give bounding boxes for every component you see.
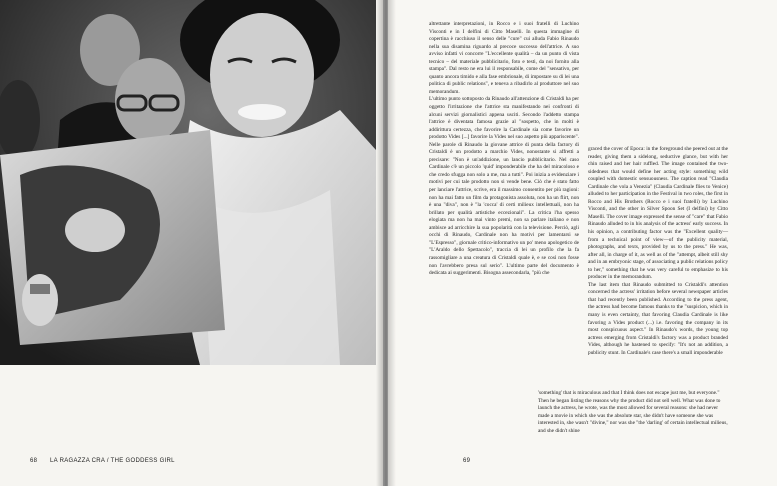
photo-claudia-cardinale <box>0 0 376 365</box>
photo-icon <box>0 0 376 365</box>
italian-paragraph: L'ultimo punto sottoposto da Rinaudo all'attenzione di Cristaldi ha per oggetto l'irritazione che l'attrice sta manifestando nei confronti di alcuni servizi giornalistici appena usciti. Secondo l'addetto stampa l'attrice è diventata famosa grazie al "sospetto, che in molti è addirittura certezza, che favorire la Cardinale sia come favorire un prodotto Vides [...] favorire la Vides nel suo aspetto più appariscente". Nelle parole di Rinaudo la giovane attrice di punta della factory di Cristaldi è un prodotto a marchio Vides, nonostante si affretti a precisare: "Non è un'addizione, un lancio pubblicitario. Nel caso Cardinale c'è un piccolo 'quid' imponderabile che ha del miracoloso e che credo sfugga non solo a me, ma a tutti". Poi inizia a evidenziare i motivi per cui tale prodotto non si vende bene. Ciò che è stato fatto per lanciare l'attrice, scrive, era il massimo consentito per più ragioni: non ha mai fatto un film da protagonista assoluta, non ha un flirt, non è una "diva", non è "la 'cocca' di certi milieux intellettuali, non ha brillato per qualità artistiche eccezionali". La critica l'ha spesso elogiata ma non ha mai vinto premi, non sa parlare italiano e non ambisce ad arricchire la sua popolarità con la televisione. Perciò, agli occhi di Rinaudo, Cardinale non ha motivi per lamentarsi se "L'Espresso", giornale critico-informativo un po' meno apologetico de "L'Araldo dello Spettacolo", traccia di lei un profilo che la fa rassomigliare a una creatura di Cristaldi quale è, e se così non fosse non l'avrebbero presa sul serio". L'ultimo parte del documento è dedicata ai suggerimenti. Bisogna assecondarla, "più che <box>429 96 579 277</box>
folio-number-left: 68 <box>30 458 38 464</box>
italian-paragraph: altrettante interpretazioni, in Rocco e i suoi fratelli di Luchino Visconti e in I delfini di Citto Maselli. In questa immagine di copertina è racchiuso il senso delle "cure" cui alluda Fabio Rinaudo nella sua disamina riguardo al precoce successo dell'attrice. A suo avviso infatti vi concorre "L'eccellente qualità – da un punto di vista tecnico – del materiale pubblicitario, foto e testi, da noi fornito alla stampa". Dal resto ne era lui il responsabile, come del "sensativo, per quanto ancora timido e alla fase embrionale, di impostare su di lei una politica di public relations", e teneva a ribadirlo al produttore nel suo memorandum. <box>429 21 579 95</box>
folio-number-right: 69 <box>463 458 471 464</box>
running-head: LA RAGAZZA CRA / THE GODDESS GIRL <box>50 458 175 464</box>
italian-text-column <box>429 21 579 278</box>
book-gutter <box>376 0 396 486</box>
english-paragraph: The last item that Rinaudo submitted to Cristaldi's attention concerned the actress' irritation before several newspaper articles that had recently been published. According to the press agent, the actress had become famous thanks to the "suspicion, which in many is even certainty, that favoring Claudia Cardinale is like favoring a Vides product (...) i.e. favoring the company in its most conspicuous aspect." In Rinaudo's words, the young top actress emerging from Cristaldi's factory was a product branded Vides, although he hastened to specify: "It's not an addition, a publicity stunt. In Cardinale's case there's a small imponderable <box>588 281 728 356</box>
english-paragraph: 'something' that is miraculous and that I think does not escape just me, but everyone." Then he began listing the reasons why the product did not sell well. What was done to launch the actress, he wrote, was the most allowed for several reasons: she had never made a movie in which she was the absolute star, she didn't have someone she was interested in, she wasn't "divine," nor was she "the 'darling' of certain intellectual milieus, and she didn't shine <box>538 390 728 434</box>
english-paragraph: graced the cover of Epoca: in the foreground she peered out at the reader, giving them a sidelong, seductive glance, but with her chin raised and her hair ruffled. The image contained the two-sidedness that would define her acting style: something wild coupled with domestic sensuousness. The caption read "Claudia Cardinale che vola a Venezia" (Claudia Cardinale flies to Venice) alluded to her participation in the Festival in two roles, the first in Rocco and His Brothers (Rocco e i suoi fratelli) by Luchino Visconti, and the other in Silver Spoon Set (I delfini) by Citto Maselli. The cover image expressed the sense of "care" that Fabio Rinaudo alluded to in his analysis of the actress' early success. In his opinion, a contributing factor was the "Excellent quality—from a technical point of view—of the publicity material, photographs, and texts, provided by us to the press." He was, after all, in charge of it, as well as of the "attempt, albeit still shy and in an embryonic stage, of associating a public relations policy to her," something that he was very careful to emphasize to his producer in the memorandum. <box>588 146 728 281</box>
left-page <box>0 0 383 486</box>
right-page <box>388 0 777 486</box>
english-text-continuation <box>538 390 728 435</box>
english-text-column <box>588 146 728 357</box>
